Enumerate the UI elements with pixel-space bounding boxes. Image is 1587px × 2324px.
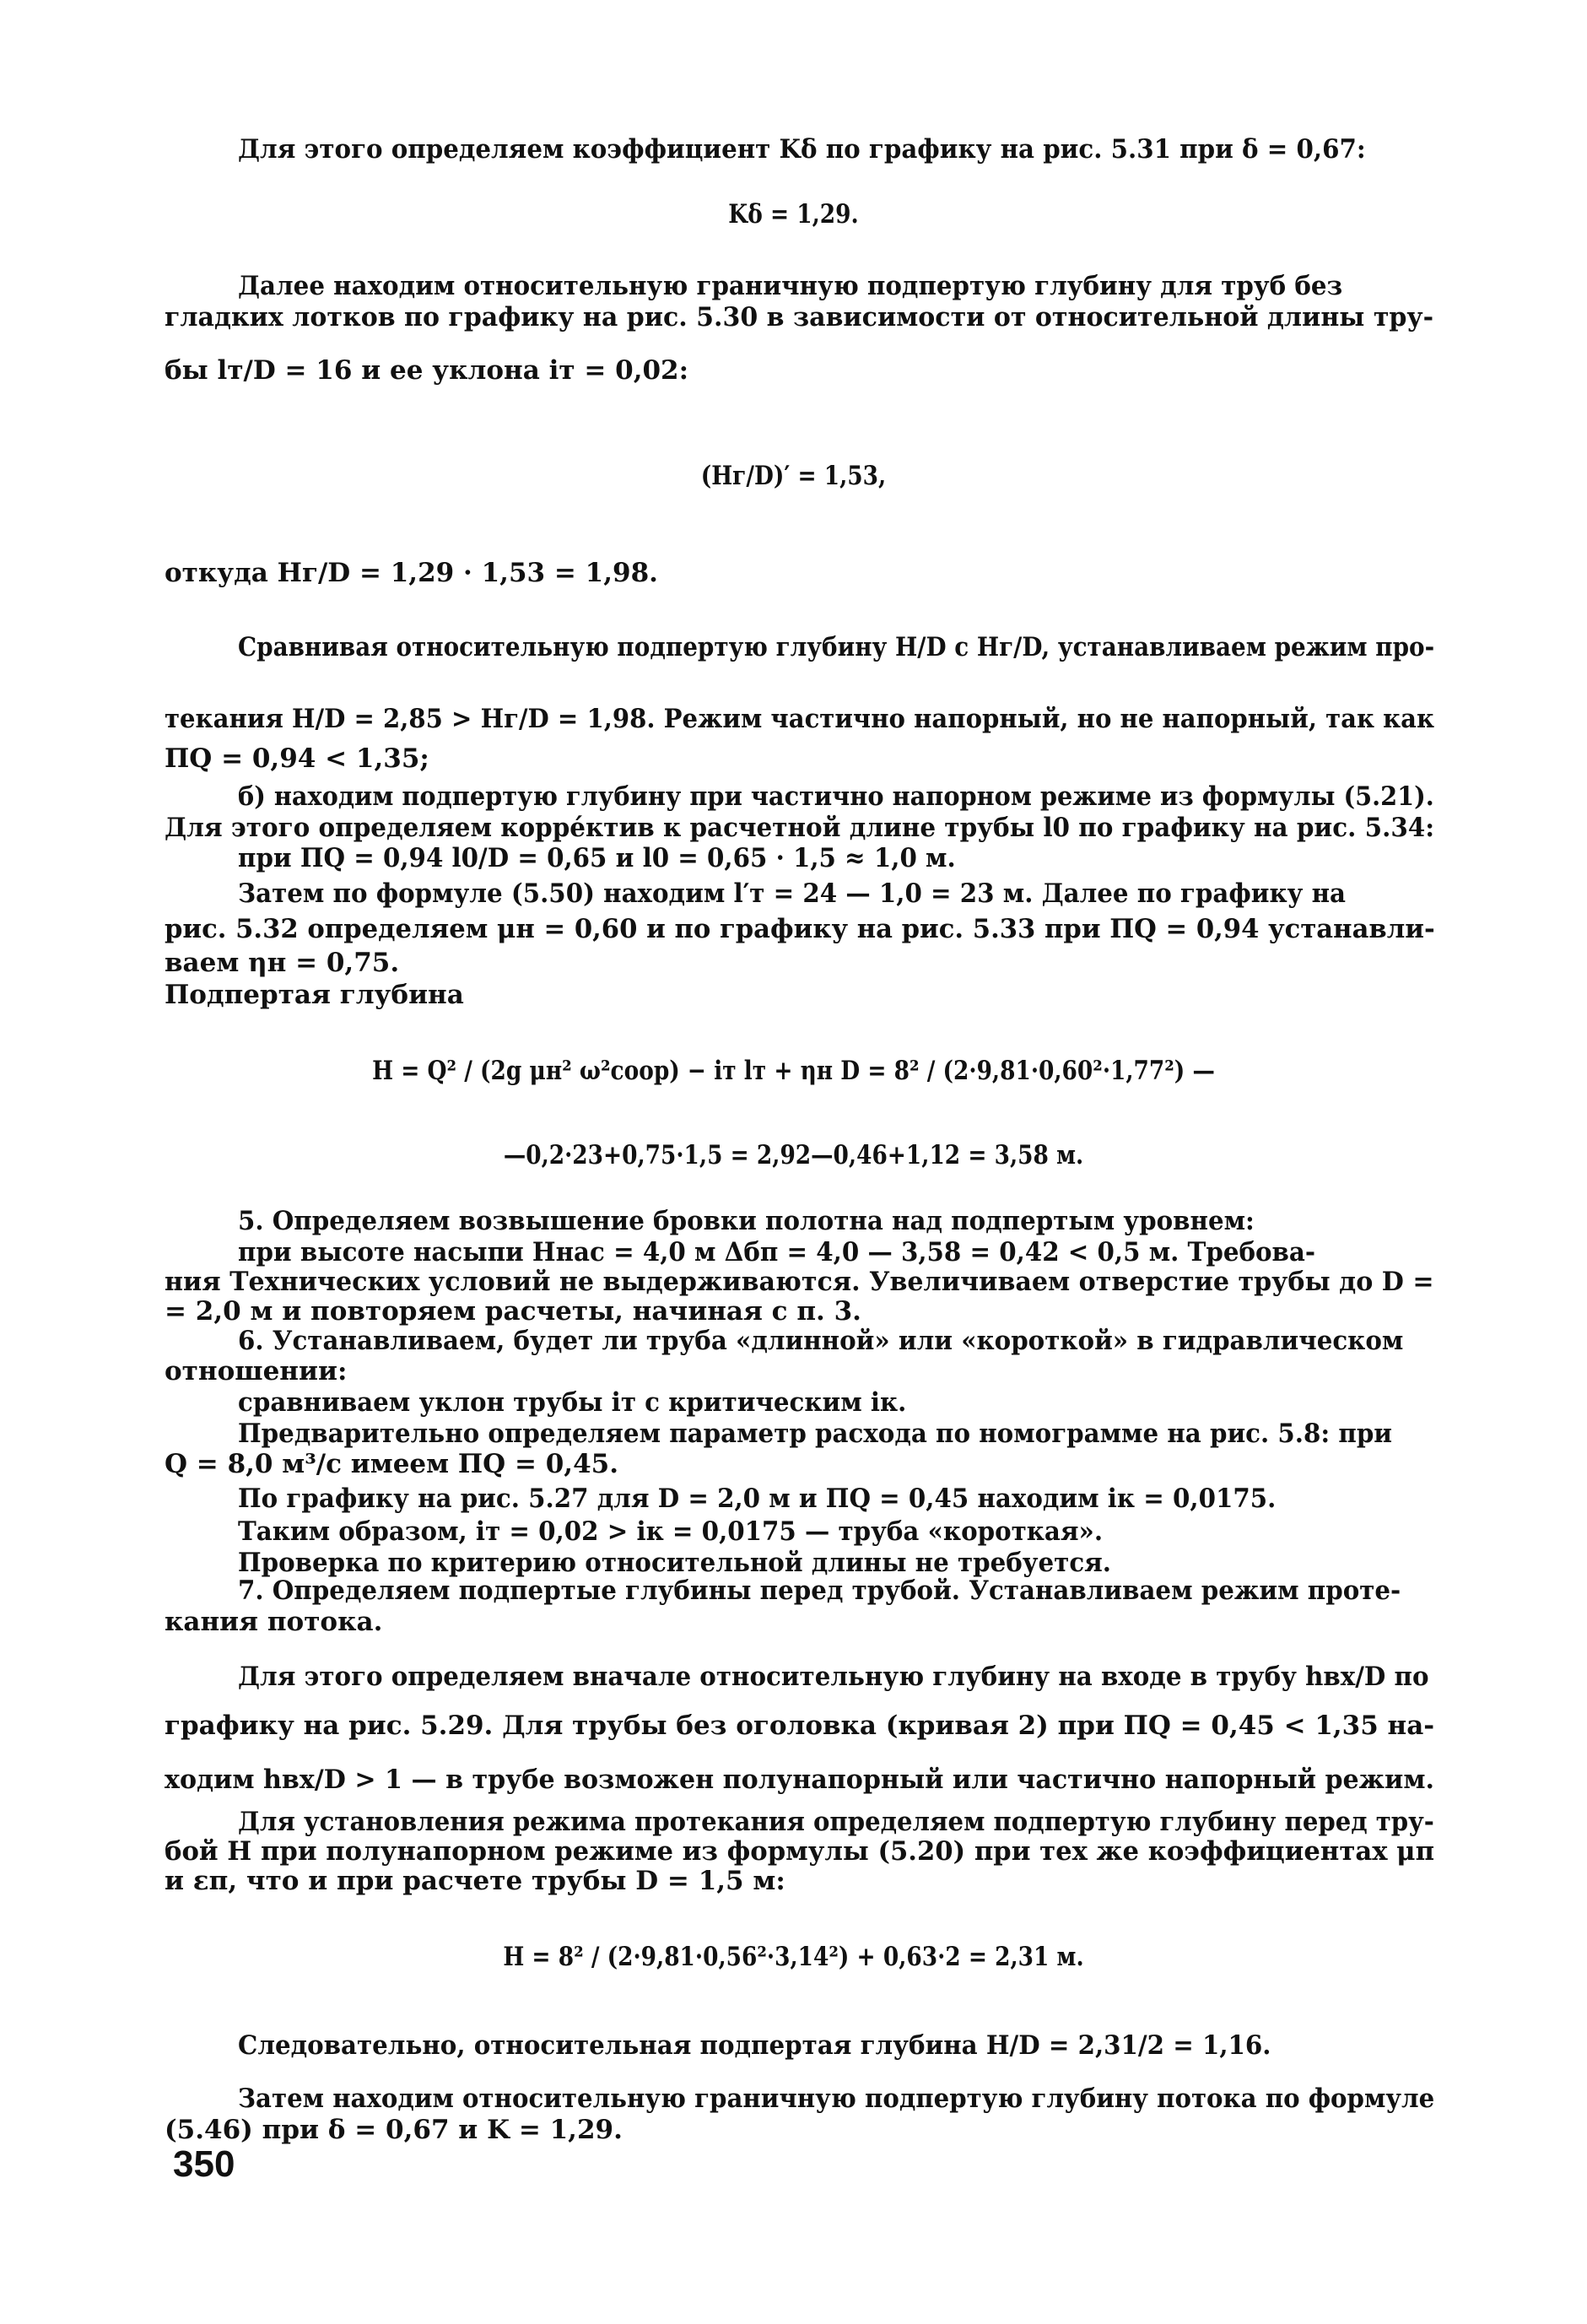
text-line: ния Технических условий не выдерживаются. Увеличиваем отверстие трубы до D =	[165, 1267, 1434, 1297]
text-line: Для установления режима протекания определяем подпертую глубину перед тру-	[238, 1807, 1434, 1837]
text-line: и εп, что и при расчете трубы D = 1,5 м:	[165, 1866, 785, 1896]
text-line: Подпертая глубина	[165, 980, 464, 1010]
text-line: гладких лотков по графику на рис. 5.30 в зависимости от относительной длины тру-	[165, 302, 1434, 332]
text-line: Затем по формуле (5.50) находим l′т = 24 — 1,0 = 23 м. Далее по графику на	[238, 878, 1347, 909]
text-line: Затем находим относительную граничную подпертую глубину потока по формуле	[238, 2083, 1435, 2114]
page-number: 350	[173, 2143, 235, 2185]
text-line: Проверка по критерию относительной длины не требуется.	[238, 1548, 1111, 1578]
text-line: = 2,0 м и повторяем расчеты, начиная с п. 3.	[165, 1296, 861, 1327]
text-line: при высоте насыпи Hнас = 4,0 м Δбп = 4,0 — 3,58 = 0,42 < 0,5 м. Требова-	[238, 1237, 1316, 1267]
text-line: Для этого определяем коррéктив к расчетной длине трубы l0 по графику на рис. 5.34:	[165, 813, 1435, 843]
text-line: Далее находим относительную граничную подпертую глубину для труб без	[238, 271, 1343, 301]
text-line: 6. Устанавливаем, будет ли труба «длинной» или «короткой» в гидравлическом	[238, 1326, 1404, 1356]
text-line: Для этого определяем вначале относительную глубину на входе в трубу hвх/D по	[238, 1662, 1429, 1692]
text-line: Q = 8,0 м³/с имеем ΠQ = 0,45.	[165, 1449, 619, 1479]
text-line: ходим hвх/D > 1 — в трубе возможен полунапорный или частично напорный режим.	[165, 1765, 1435, 1795]
text-line: 7. Определяем подпертые глубины перед трубой. Устанавливаем режим проте-	[238, 1575, 1401, 1606]
text-line: ваем ηн = 0,75.	[165, 948, 400, 978]
text-line: По графику на рис. 5.27 для D = 2,0 м и ΠQ = 0,45 находим iк = 0,0175.	[238, 1484, 1277, 1514]
text-line: ΠQ = 0,94 < 1,35;	[165, 743, 429, 774]
formula-line: H = Q² / (2g μн² ω²соор) − iт lт + ηн D = 8² / (2·9,81·0,60²·1,77²) —	[372, 1056, 1215, 1086]
text-line: текания H/D = 2,85 > Hг/D = 1,98. Режим частично напорный, но не напорный, так как	[165, 704, 1435, 734]
text-line: бой H при полунапорном режиме из формулы (5.20) при тех же коэффициентах μп	[165, 1836, 1435, 1867]
text-line: отношении:	[165, 1356, 348, 1386]
text-line: рис. 5.32 определяем μн = 0,60 и по графику на рис. 5.33 при ΠQ = 0,94 устанавли-	[165, 914, 1435, 944]
text-line: Для этого определяем коэффициент Kδ по графику на рис. 5.31 при δ = 0,67:	[238, 134, 1366, 165]
text-line: Предварительно определяем параметр расхода по номограмме на рис. 5.8: при	[238, 1419, 1393, 1449]
text-line: Сравнивая относительную подпертую глубину H/D с Hг/D, устанавливаем режим про-	[238, 632, 1435, 662]
text-line: бы lт/D = 16 и ее уклона iт = 0,02:	[165, 355, 689, 386]
formula-line: (Hг/D)′ = 1,53,	[700, 461, 887, 491]
text-line: графику на рис. 5.29. Для трубы без оголовка (кривая 2) при ΠQ = 0,45 < 1,35 на-	[165, 1711, 1435, 1741]
text-line: (5.46) при δ = 0,67 и K = 1,29.	[165, 2115, 623, 2145]
text-line: при ΠQ = 0,94 l0/D = 0,65 и l0 = 0,65 · 1,5 ≈ 1,0 м.	[238, 843, 956, 873]
text-line: Следовательно, относительная подпертая глубина H/D = 2,31/2 = 1,16.	[238, 2030, 1271, 2061]
text-line: Таким образом, iт = 0,02 > iк = 0,0175 — труба «короткая».	[238, 1516, 1104, 1547]
text-line: откуда Hг/D = 1,29 · 1,53 = 1,98.	[165, 558, 658, 588]
text-line: кания потока.	[165, 1607, 383, 1637]
formula-line: H = 8² / (2·9,81·0,56²·3,14²) + 0,63·2 = 2,31 м.	[503, 1942, 1084, 1972]
text-line: сравниваем уклон трубы iт с критическим iк.	[238, 1387, 907, 1418]
text-line: б) находим подпертую глубину при частично напорном режиме из формулы (5.21).	[238, 781, 1434, 812]
text-line: 5. Определяем возвышение бровки полотна над подпертым уровнем:	[238, 1206, 1255, 1236]
formula-line: Kδ = 1,29.	[728, 199, 859, 230]
formula-line: —0,2·23+0,75·1,5 = 2,92—0,46+1,12 = 3,58 м.	[503, 1140, 1084, 1170]
